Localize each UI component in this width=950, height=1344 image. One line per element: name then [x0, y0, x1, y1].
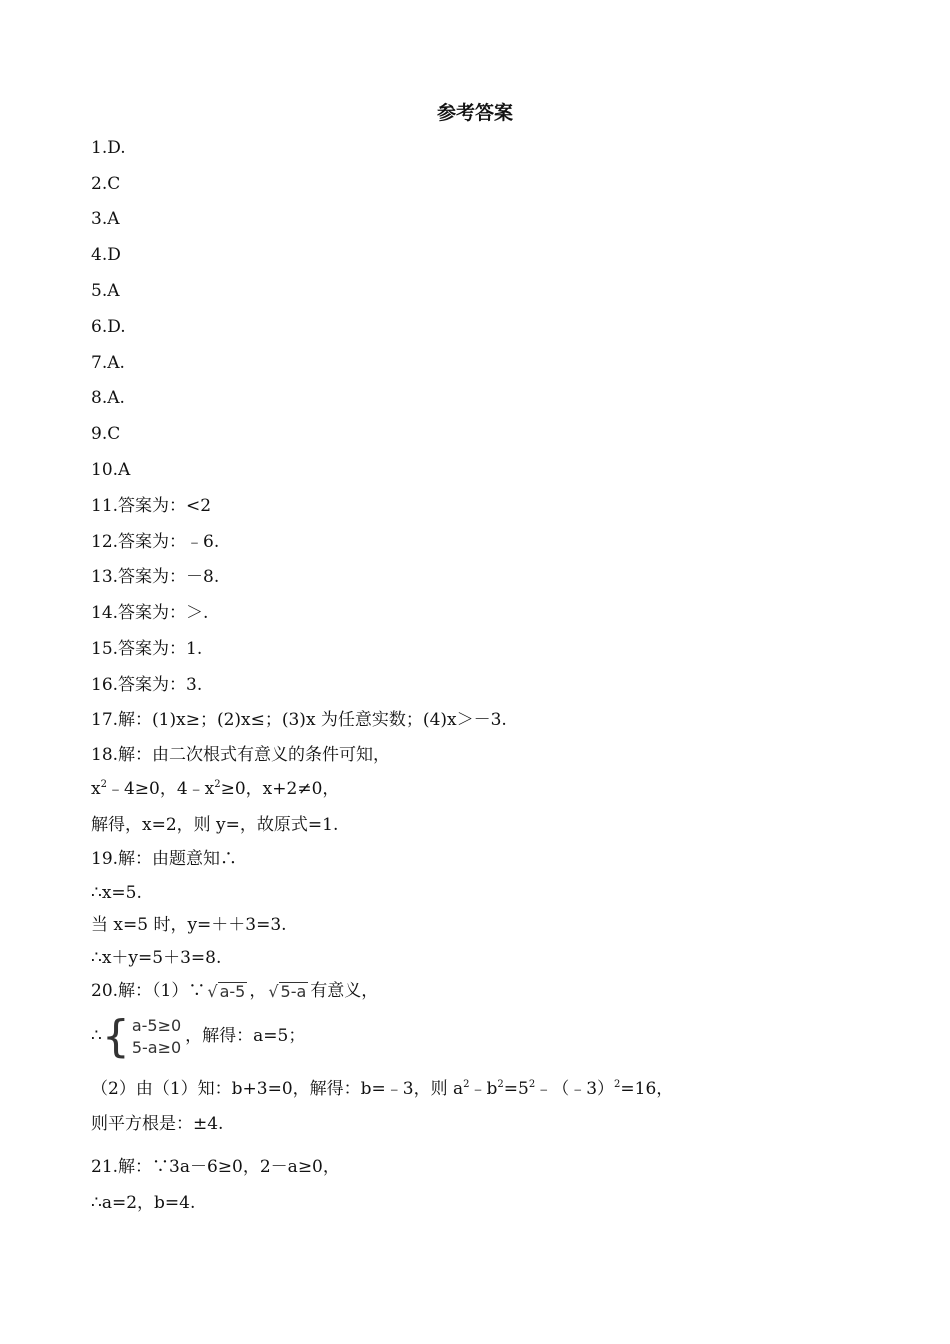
answer-12: 12.答案为：﹣6. [91, 532, 220, 552]
answer-7: 7.A. [91, 353, 125, 373]
page-title: 参考答案 [436, 102, 513, 124]
answer-6: 6.D. [91, 317, 126, 337]
answer-8: 8.A. [91, 388, 125, 408]
q18-exp: 2 [100, 779, 107, 790]
system-row-1: a-5≥0 [131, 1015, 182, 1035]
q19-line-1: 19.解：由题意知∴ [91, 849, 238, 869]
answer-15: 15.答案为：1. [91, 639, 203, 659]
q20-p2-a: （2）由（1）知：b+3=0，解得：b=﹣3，则 a [91, 1079, 464, 1099]
q20-p2-b: ﹣b [469, 1079, 498, 1099]
q18-line-2 [91, 778, 339, 800]
q20-p2-exp-2: 2 [497, 1079, 504, 1090]
sqrt-a-minus-5: √ a-5 [207, 981, 246, 1001]
left-brace-icon: { [101, 1010, 130, 1062]
q20-p2-exp-4: 2 [614, 1079, 621, 1090]
q18-line-1: 18.解：由二次根式有意义的条件可知， [91, 745, 391, 765]
answer-14: 14.答案为：＞. [91, 603, 209, 623]
q21-line-1: 21.解：∵3a－6≥0，2－a≥0， [91, 1157, 340, 1177]
answer-4: 4.D [91, 245, 121, 265]
answer-10: 10.A [91, 460, 131, 480]
answer-5: 5.A [91, 281, 120, 301]
q20-solve: ，解得：a=5； [185, 1026, 306, 1046]
q20-p2-exp-1: 2 [463, 1079, 470, 1090]
answer-16: 16.答案为：3. [91, 675, 203, 695]
q19-line-3: 当 x=5 时，y=＋＋3=3. [91, 915, 287, 935]
q20-p2-exp-3: 2 [528, 1079, 536, 1090]
answer-3: 3.A [91, 209, 120, 229]
q20-line-2 [91, 1012, 305, 1060]
q20-sep: ， [249, 981, 267, 1001]
answer-13: 13.答案为：－8. [91, 567, 220, 587]
inequality-system [101, 1010, 182, 1062]
q18-line-3: 解得，x=2，则 y=，故原式=1. [91, 815, 339, 835]
q20-line-3 [91, 1078, 673, 1100]
q20-p2-c: =5 [503, 1079, 529, 1099]
q19-line-2: ∴x=5. [91, 883, 142, 903]
q19-line-4: ∴x＋y=5＋3=8. [91, 948, 222, 968]
q20-suffix: 有意义， [310, 981, 379, 1001]
answer-1: 1.D. [91, 138, 126, 158]
q18-mid: ﹣4≥0，4﹣x [106, 779, 215, 799]
system-row-2: 5-a≥0 [131, 1037, 182, 1057]
q18-end: ≥0，x+2≠0， [220, 779, 340, 799]
answer-2: 2.C [91, 174, 121, 194]
sqrt-5-minus-a: √ 5-a [268, 981, 307, 1001]
q18-exp-2: 2 [214, 779, 221, 790]
answer-11: 11.答案为：<2 [91, 496, 212, 516]
q20-p2-d: ﹣（﹣3） [535, 1079, 615, 1099]
q20-p2-e: =16， [620, 1079, 674, 1099]
q20-line-4: 则平方根是：±4. [91, 1114, 224, 1134]
q21-line-2: ∴a=2，b=4. [91, 1193, 196, 1213]
q20-prefix: 20.解：（1）∵ [91, 981, 206, 1001]
q18-x: x [91, 779, 101, 799]
answer-9: 9.C [91, 424, 121, 444]
answer-17: 17.解：(1)x≥；(2)x≤；(3)x 为任意实数；(4)x＞－3. [91, 710, 507, 730]
q20-line-1 [91, 980, 378, 1003]
q20-therefore: ∴ [91, 1026, 102, 1046]
